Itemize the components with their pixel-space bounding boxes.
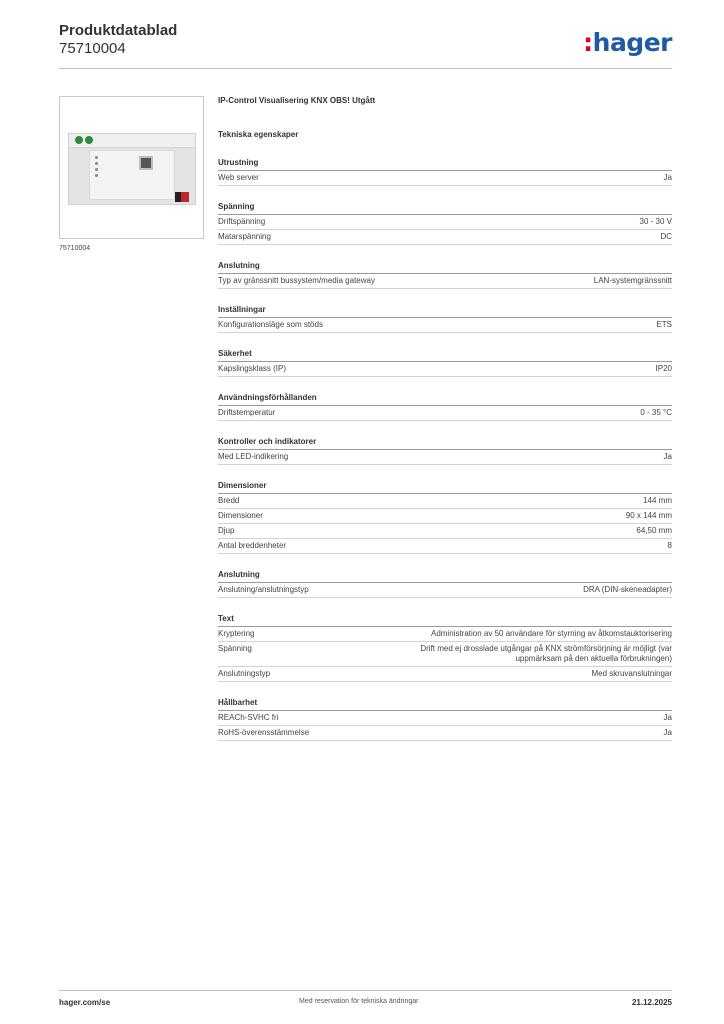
spec-value: Ja	[663, 452, 672, 461]
spec-group	[218, 304, 672, 333]
spec-row	[218, 524, 672, 539]
spec-row	[218, 450, 672, 465]
spec-value: 30 - 30 V	[639, 217, 672, 226]
spec-group-title: Utrustning	[218, 157, 672, 171]
spec-label: Web server	[218, 173, 259, 182]
device-terminal-strip	[69, 134, 195, 148]
led-icon	[95, 156, 98, 159]
spec-value: DC	[660, 232, 672, 241]
spec-label: Anslutningstyp	[218, 669, 271, 678]
spec-group-title: Kontroller och indikatorer	[218, 436, 672, 450]
spec-value: Med skruvanslutningar	[591, 669, 672, 678]
document-header	[59, 22, 177, 58]
spec-row	[218, 406, 672, 421]
spec-group	[218, 613, 672, 682]
spec-label: Kapslingsklass (IP)	[218, 364, 287, 373]
section-heading: Tekniska egenskaper	[218, 130, 299, 139]
spec-label: Djup	[218, 526, 235, 535]
spec-group-title: Användningsförhållanden	[218, 392, 672, 406]
document-number: 75710004	[59, 40, 126, 57]
ethernet-port-icon	[139, 156, 153, 170]
footer-date: 21.12.2025	[631, 998, 672, 1007]
footer-disclaimer: Med reservation för tekniska ändringar	[299, 998, 419, 1005]
spec-value: LAN-systemgränssnitt	[593, 276, 672, 285]
footer-divider	[59, 990, 672, 991]
spec-row	[218, 539, 672, 554]
product-image-caption: 75710004	[59, 245, 91, 252]
spec-group-title: Spänning	[218, 201, 672, 215]
spec-row	[218, 711, 672, 726]
spec-label: Med LED-indikering	[218, 452, 289, 461]
spec-groups	[218, 157, 672, 741]
spec-row	[218, 667, 672, 682]
spec-content	[218, 96, 672, 741]
product-image	[59, 96, 204, 239]
spec-group-title: Text	[218, 613, 672, 627]
spec-label: Typ av gränssnitt bussystem/media gateway	[218, 276, 375, 285]
spec-group	[218, 436, 672, 465]
led-icon	[95, 168, 98, 171]
spec-label: Kryptering	[218, 629, 255, 638]
terminal-icon	[85, 136, 93, 144]
hager-logo	[583, 28, 672, 57]
spec-group	[218, 697, 672, 741]
spec-label: Driftspänning	[218, 217, 266, 226]
spec-group-title: Anslutning	[218, 569, 672, 583]
spec-row	[218, 274, 672, 289]
spec-value: 8	[667, 541, 672, 550]
spec-row	[218, 215, 672, 230]
spec-row	[218, 509, 672, 524]
spec-label: Driftstemperatur	[218, 408, 276, 417]
device-illustration	[68, 133, 196, 205]
spec-group	[218, 260, 672, 289]
spec-row	[218, 642, 672, 667]
spec-group-title: Anslutning	[218, 260, 672, 274]
spec-group-title: Hållbarhet	[218, 697, 672, 711]
product-name: IP-Control Visualisering KNX OBS! Utgått	[218, 96, 376, 105]
spec-row	[218, 362, 672, 377]
spec-group	[218, 157, 672, 186]
terminal-icon	[75, 136, 83, 144]
spec-group	[218, 201, 672, 245]
spec-label: Antal breddenheter	[218, 541, 287, 550]
spec-label: Bredd	[218, 496, 240, 505]
spec-row	[218, 171, 672, 186]
spec-row	[218, 318, 672, 333]
spec-group	[218, 348, 672, 377]
spec-group-title: Säkerhet	[218, 348, 672, 362]
spec-row	[218, 726, 672, 741]
spec-row	[218, 583, 672, 598]
spec-value: Administration av 50 användare för styrning av åtkomstauktorisering	[430, 629, 672, 638]
spec-group	[218, 392, 672, 421]
device-front-panel	[89, 150, 175, 200]
spec-value: 0 - 35 °C	[640, 408, 672, 417]
spec-value: 90 x 144 mm	[625, 511, 672, 520]
spec-label: REACh-SVHC fri	[218, 713, 279, 722]
spec-value: 64,50 mm	[636, 526, 672, 535]
footer-website[interactable]: hager.com/se	[59, 998, 111, 1007]
header-divider	[59, 68, 672, 69]
spec-group	[218, 480, 672, 554]
spec-group	[218, 569, 672, 598]
spec-row	[218, 627, 672, 642]
spec-value: DRA (DIN-skeneadapter)	[583, 585, 672, 594]
spec-group-title: Inställningar	[218, 304, 672, 318]
document-title: Produktdatablad	[59, 22, 178, 39]
spec-value: Drift med ej drosslade utgångar på KNX strömförsörjning är möjligt (var uppmärksam på den aktuella förbrukningen)	[420, 644, 672, 663]
logo-colon-mark: :	[583, 28, 593, 57]
spec-label: Spänning	[218, 644, 252, 653]
spec-value: IP20	[655, 364, 672, 373]
spec-value: Ja	[663, 728, 672, 737]
spec-label: Anslutning/anslutningstyp	[218, 585, 309, 594]
spec-group-title: Dimensioner	[218, 480, 672, 494]
spec-value: 144 mm	[643, 496, 672, 505]
spec-label: Dimensioner	[218, 511, 263, 520]
spec-label: RoHS-överensstämmelse	[218, 728, 310, 737]
led-icon	[95, 162, 98, 165]
spec-value: ETS	[656, 320, 672, 329]
led-icon	[95, 174, 98, 177]
power-connector-icon	[181, 192, 189, 202]
logo-text: hager	[592, 28, 672, 57]
spec-label: Matarspänning	[218, 232, 271, 241]
spec-label: Konfigurationsläge som stöds	[218, 320, 323, 329]
spec-row	[218, 494, 672, 509]
spec-value: Ja	[663, 173, 672, 182]
spec-value: Ja	[663, 713, 672, 722]
spec-row	[218, 230, 672, 245]
